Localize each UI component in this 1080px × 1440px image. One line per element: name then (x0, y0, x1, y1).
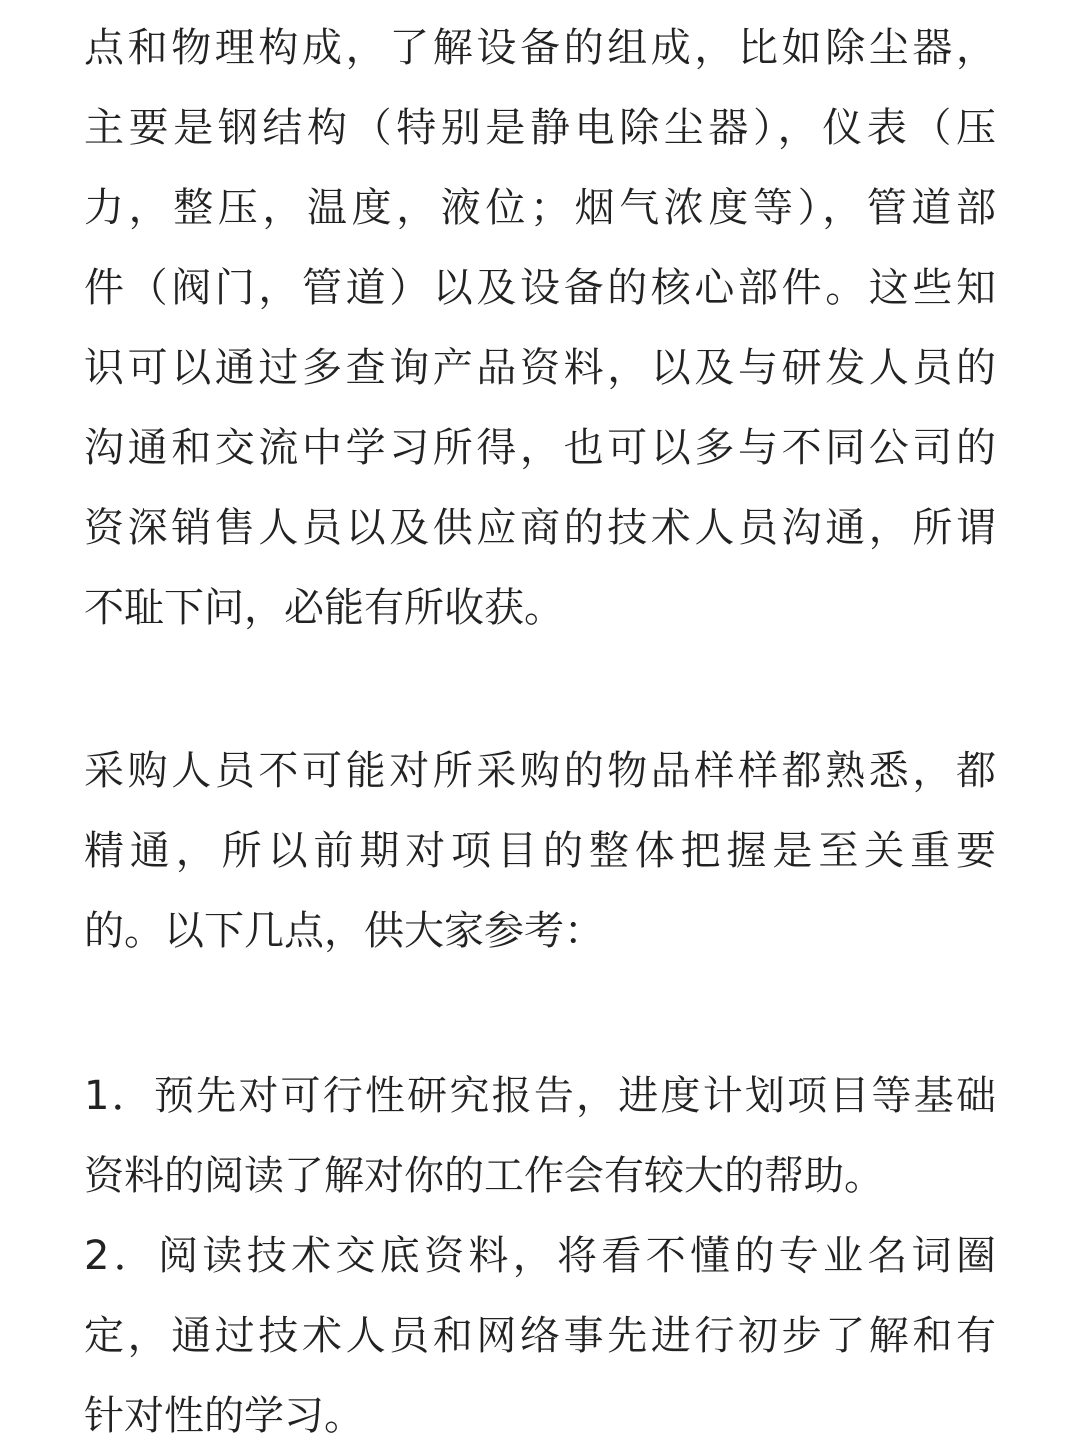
paragraph-2-line-1: 采购人员不可能对所采购的物品样样都熟悉，都 (84, 748, 996, 794)
list-item-2-line-1: 2．阅读技术交底资料，将看不懂的专业名词圈 (84, 1233, 996, 1279)
paragraph-1-line-2: 主要是钢结构（特别是静电除尘器），仪表（压 (84, 105, 996, 151)
list-item-2-line-3: 针对性的学习。 (84, 1393, 364, 1439)
paragraph-1-line-8: 不耻下问，必能有所收获。 (84, 585, 564, 631)
paragraph-2-line-2: 精通，所以前期对项目的整体把握是至关重要 (84, 828, 996, 874)
paragraph-2-line-3: 的。以下几点，供大家参考： (84, 908, 604, 954)
list-item-1-line-2: 资料的阅读了解对你的工作会有较大的帮助。 (84, 1153, 884, 1199)
paragraph-1-line-5: 识可以通过多查询产品资料，以及与研发人员的 (84, 345, 996, 391)
paragraph-1-line-6: 沟通和交流中学习所得，也可以多与不同公司的 (84, 425, 996, 471)
list-item-1-line-1: 1．预先对可行性研究报告，进度计划项目等基础 (84, 1073, 996, 1119)
paragraph-1-line-1: 点和物理构成，了解设备的组成，比如除尘器， (84, 25, 996, 71)
list-item-2-line-2: 定，通过技术人员和网络事先进行初步了解和有 (84, 1313, 996, 1359)
paragraph-1-line-4: 件（阀门，管道）以及设备的核心部件。这些知 (84, 265, 996, 311)
paragraph-1-line-3: 力，整压，温度，液位；烟气浓度等），管道部 (84, 185, 996, 231)
paragraph-1-line-7: 资深销售人员以及供应商的技术人员沟通，所谓 (84, 505, 996, 551)
